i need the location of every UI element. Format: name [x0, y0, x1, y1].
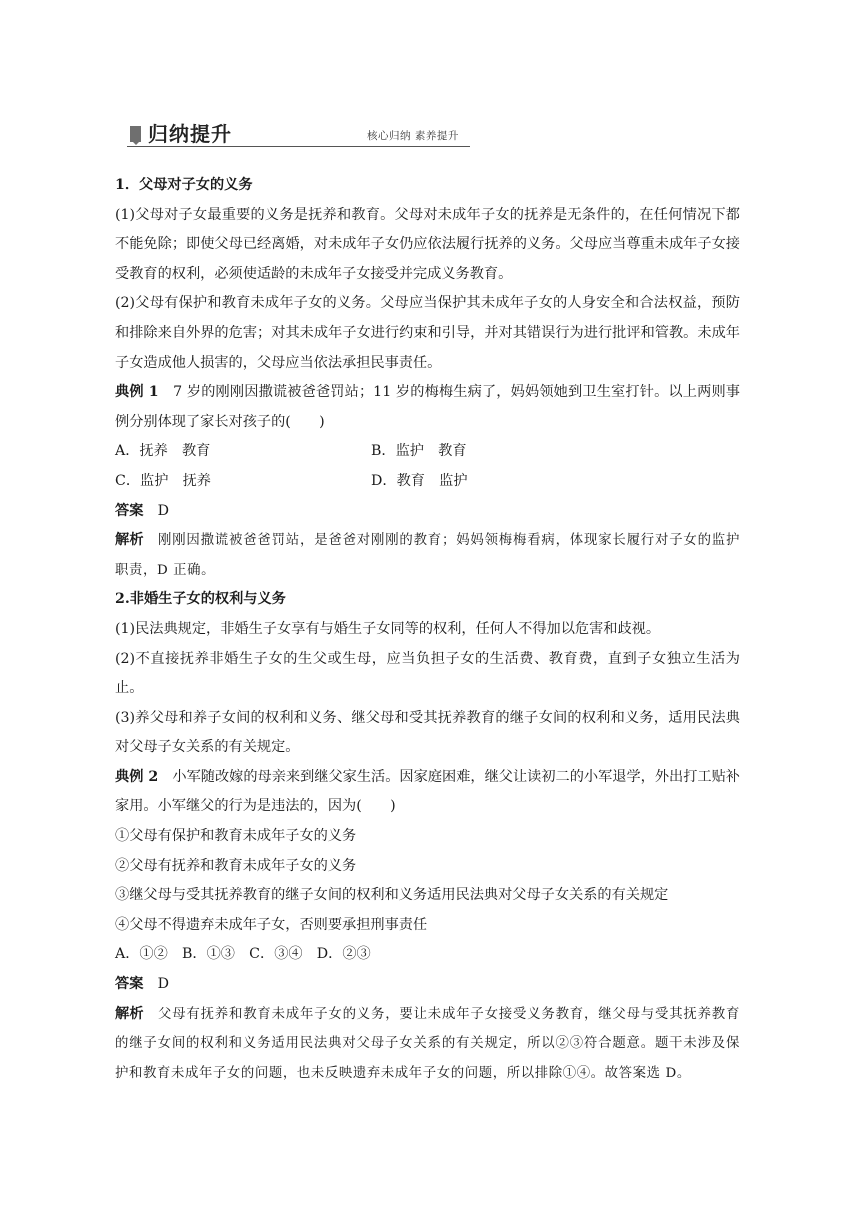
option-c: C．监护 抚养 — [115, 472, 211, 489]
answer-label: 答案 — [115, 976, 144, 993]
section-title: 归纳提升 — [148, 122, 232, 146]
answer-label: 答案 — [115, 502, 144, 519]
section-header — [127, 116, 470, 147]
example-1-options-row-1 — [115, 437, 740, 467]
bookmark-icon — [130, 126, 141, 142]
paragraph-2-2: (2)不直接抚养非婚生子女的生父或生母，应当负担子女的生活费、教育费，直到子女独立生活为止。 — [115, 650, 740, 697]
option-b: B．监护 教育 — [371, 443, 467, 460]
analysis-text: 刚刚因撒谎被爸爸罚站，是爸爸对刚刚的教育；妈妈领梅梅看病，体现家长履行对子女的监护职责，D 正确。 — [115, 533, 740, 578]
answer-value: D — [143, 502, 169, 519]
statement-4: ④父母不得遗弃未成年子女，否则要承担刑事责任 — [115, 916, 428, 933]
analysis-text: 父母有抚养和教育未成年子女的义务，要让未成年子女接受义务教育，继父母与受其抚养教育的继子女间的权利和义务适用民法典对父母子女关系的有关规定，所以②③符合题意。题干未涉及保护和教育未成年子女的问题，也未反映遗弃未成年子女的问题，所以排除①④。故答案选 D。 — [115, 1006, 740, 1081]
example-2-analysis — [115, 1000, 740, 1089]
example-2-options: A．①② B．①③ C．③④ D．②③ — [115, 946, 371, 963]
example-1-answer — [115, 497, 740, 527]
heading-2: 2.非婚生子女的权利与义务 — [115, 591, 286, 608]
example-2-question: 小军随改嫁的母亲来到继父家生活。因家庭困难，继父让读初二的小军退学，外出打工贴补家用。小军继父的行为是违法的，因为( ) — [115, 768, 740, 815]
example-2 — [115, 763, 740, 822]
example-2-label: 典例 2 — [115, 768, 159, 785]
option-a: A．抚养 教育 — [115, 443, 211, 460]
example-2-answer — [115, 970, 740, 1000]
statement-1: ①父母有保护和教育未成年子女的义务 — [115, 828, 357, 845]
paragraph-1-1: (1)父母对子女最重要的义务是抚养和教育。父母对未成年子女的抚养是无条件的，在任何情况下都不能免除；即使父母已经离婚，对未成年子女仍应依法履行抚养的义务。父母应当尊重未成年子女接受教育的权利，必须使适龄的未成年子女接受并完成义务教育。 — [115, 206, 740, 282]
answer-value: D — [143, 976, 169, 993]
statement-3: ③继父母与受其抚养教育的继子女间的权利和义务适用民法典对父母子女关系的有关规定 — [115, 887, 669, 904]
example-1-question: 7 岁的刚刚因撒谎被爸爸罚站；11 岁的梅梅生病了，妈妈领她到卫生室打针。以上两则事例分别体现了家长对孩子的( ) — [115, 384, 740, 430]
example-1-analysis — [115, 526, 740, 585]
paragraph-2-1: (1)民法典规定，非婚生子女享有与婚生子女同等的权利，任何人不得加以危害和歧视。 — [115, 620, 661, 637]
example-1-options-row-2 — [115, 467, 740, 497]
heading-1: 1．父母对子女的义务 — [115, 177, 253, 193]
statement-2: ②父母有抚养和教育未成年子女的义务 — [115, 857, 357, 874]
analysis-label: 解析 — [115, 1005, 144, 1022]
example-1 — [115, 378, 740, 437]
paragraph-1-2: (2)父母有保护和教育未成年子女的义务。父母应当保护其未成年子女的人身安全和合法权益，预防和排除来自外界的危害；对其未成年子女进行约束和引导，并对其错误行为进行批评和管教。未成年子女造成他人损害的，父母应当依法承担民事责任。 — [115, 295, 740, 371]
paragraph-2-3: (3)养父母和养子女间的权利和义务、继父母和受其抚养教育的继子女间的权利和义务，适用民法典对父母子女关系的有关规定。 — [115, 709, 740, 756]
option-d: D．教育 监护 — [371, 472, 468, 489]
section-subtitle: 核心归纳 素养提升 — [367, 130, 459, 142]
example-1-label: 典例 1 — [115, 384, 159, 401]
analysis-label: 解析 — [115, 532, 144, 549]
main-content — [115, 171, 740, 1088]
